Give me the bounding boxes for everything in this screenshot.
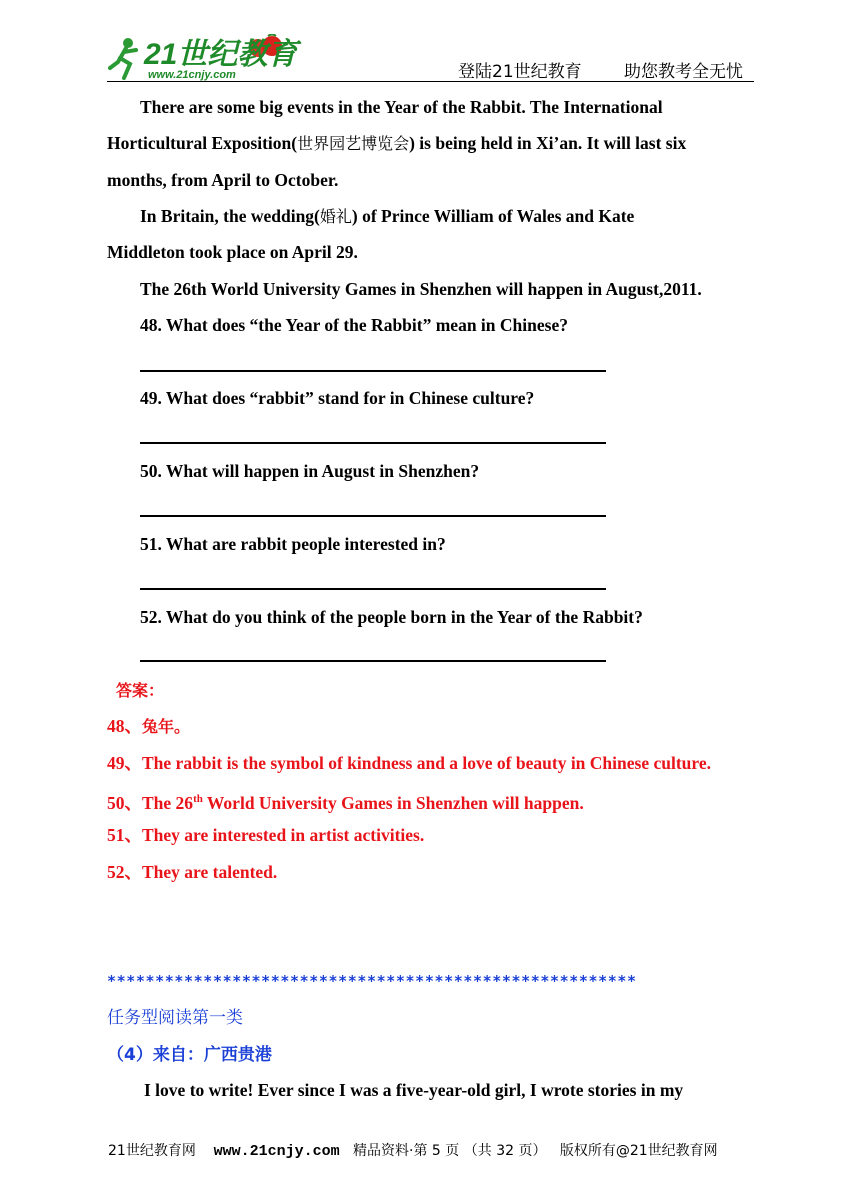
answer-49: 49、The rabbit is the symbol of kindness and a love of beauty in Chinese culture. [107,753,711,773]
page-footer [108,1140,718,1160]
question-48: 48. What does “the Year of the Rabbit” mean in Chinese? [140,315,568,335]
passage-line-6: The 26th World University Games in Shenzhen will happen in August,2011. [140,279,702,299]
section-source: （4）来自：广西贵港 [107,1045,272,1065]
section-title: 任务型阅读第一类 [107,1008,243,1028]
answer-51: 51、They are interested in artist activities. [107,825,425,845]
answer-blank-52[interactable] [140,660,606,662]
answer-blank-48[interactable] [140,370,606,372]
question-49: 49. What does “rabbit” stand for in Chinese culture? [140,388,535,408]
logo-text: 21世纪教育 [144,38,298,71]
header-site-name: 登陆21世纪教育 [458,62,582,82]
passage-line-5: Middleton took place on April 29. [107,242,358,262]
site-logo [108,34,304,82]
running-man-icon [110,38,136,78]
passage-line-4: In Britain, the wedding(婚礼) of Prince William of Wales and Kate [140,206,635,226]
section-first-line: I love to write! Ever since I was a five-year-old girl, I wrote stories in my [144,1080,684,1100]
question-51: 51. What are rabbit people interested in? [140,534,446,554]
answer-52: 52、They are talented. [107,862,278,882]
answer-48: 48、兔年。 [107,716,191,736]
footer-copyright: 版权所有@21世纪教育网 [559,1143,718,1159]
passage-line-1: There are some big events in the Year of the Rabbit. The International [140,97,663,117]
answer-50: 50、The 26th World University Games in Shenzhen will happen. [107,792,584,813]
answer-blank-49[interactable] [140,442,606,444]
footer-url[interactable]: www.21cnjy.com [213,1143,340,1160]
question-52: 52. What do you think of the people born in the Year of the Rabbit? [140,607,643,627]
header-divider [107,81,754,82]
passage-line-2: Horticultural Exposition(世界园艺博览会) is being held in Xi’an. It will last six [107,133,687,153]
answer-blank-50[interactable] [140,515,606,517]
answers-label: 答案： [116,681,165,700]
footer-page-info: 精品资料·第 5 页 （共 32 页） [353,1143,547,1159]
section-separator: ******************************************************* [107,972,637,990]
answer-blank-51[interactable] [140,588,606,590]
header-slogan: 助您教考全无忧 [624,62,743,82]
question-50: 50. What will happen in August in Shenzhen? [140,461,480,481]
logo-url: www.21cnjy.com [148,69,236,81]
footer-left: 21世纪教育网 [108,1143,196,1159]
passage-line-3: months, from April to October. [107,170,339,190]
